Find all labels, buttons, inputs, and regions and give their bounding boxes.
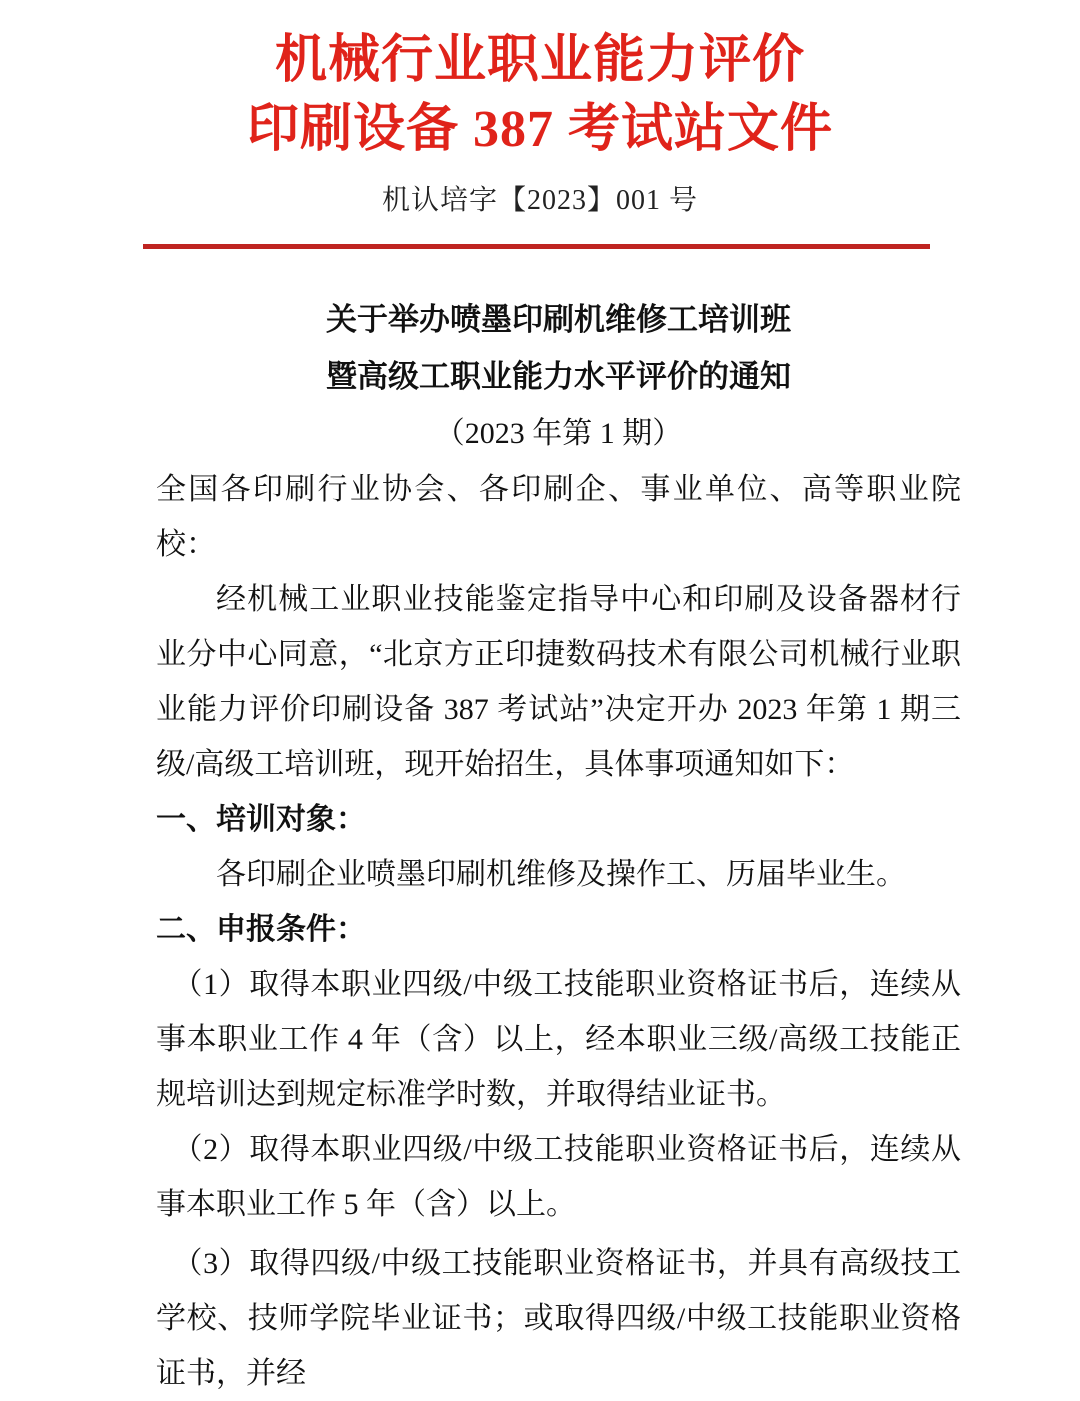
section-2-item-1: （1）取得本职业四级/中级工技能职业资格证书后，连续从事本职业工作 4 年（含）以上，经本职业三级/高级工技能正规培训达到规定标准学时数，并取得结业证书。 (156, 968, 961, 1111)
notice-title-line1: 关于举办喷墨印刷机维修工培训班 (326, 302, 791, 337)
letterhead-rule (143, 244, 930, 249)
notice-title-line2: 暨高级工职业能力水平评价的通知 (326, 359, 791, 394)
salutation: 全国各印刷行业协会、各印刷企、事业单位、高等职业院校： (156, 473, 961, 561)
section-2-item-3: （3）取得四级/中级工技能职业资格证书，并具有高级技工学校、技师学院毕业证书；或取得四级/中级工技能职业资格证书，并经 (156, 1247, 961, 1390)
document-number: 机认培字【2023】001 号 (381, 185, 698, 216)
intro-paragraph: 经机械工业职业技能鉴定指导中心和印刷及设备器材行业分中心同意，“北京方正印捷数码技术有限公司机械行业职业能力评价印刷设备 387 考试站”决定开办 2023 年第 1 期三级/高级工培训班，现开始招生，具体事项通知如下： (156, 583, 961, 781)
letterhead-title-line2: 印刷设备 387 考试站文件 (246, 101, 833, 158)
section-2-heading: 二、申报条件： (156, 913, 366, 946)
notice-issue-label: （2023 年第 1 期） (434, 417, 683, 450)
letterhead-title-line1: 机械行业职业能力评价 (274, 32, 805, 89)
letterhead (0, 0, 1080, 249)
section-1-heading: 一、培训对象： (156, 803, 366, 836)
section-1-body: 各印刷企业喷墨印刷机维修及操作工、历届毕业生。 (216, 858, 906, 891)
section-2-item-2: （2）取得本职业四级/中级工技能职业资格证书后，连续从事本职业工作 5 年（含）以上。 (156, 1133, 961, 1221)
document-body (0, 291, 1080, 1401)
